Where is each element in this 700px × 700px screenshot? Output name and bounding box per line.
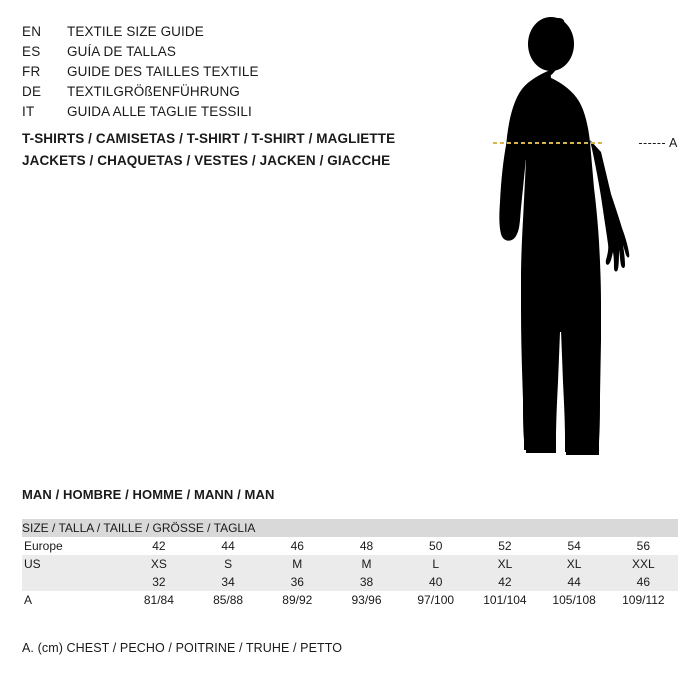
table-cell: 85/88 [194,591,263,609]
table-row [22,555,678,573]
table-cell: 109/112 [609,591,678,609]
table-row [22,537,678,555]
category-line-tshirts: T-SHIRTS / CAMISETAS / T-SHIRT / T-SHIRT / MAGLIETTE [22,131,396,146]
row-label [22,573,124,591]
language-text: TEXTILE SIZE GUIDE [67,24,204,39]
table-cell: XS [124,555,193,573]
table-cell: 48 [332,537,401,555]
callout-label-a: A [669,136,678,150]
table-cell: 46 [609,573,678,591]
language-text: GUÍA DE TALLAS [67,44,176,59]
row-label: US [22,555,124,573]
table-cell: 44 [194,537,263,555]
size-table [22,519,678,609]
table-cell: 93/96 [332,591,401,609]
table-cell: 34 [194,573,263,591]
footnote-chest-measure: A. (cm) CHEST / PECHO / POITRINE / TRUHE / PETTO [22,641,343,655]
table-cell: XL [470,555,539,573]
silhouette-icon [455,10,695,480]
language-code: IT [22,104,35,119]
language-row [22,62,452,82]
table-cell: 40 [401,573,470,591]
language-list [22,22,452,122]
table-cell: 50 [401,537,470,555]
table-cell: 44 [540,573,609,591]
language-row [22,22,452,42]
language-text: GUIDA ALLE TAGLIE TESSILI [67,104,252,119]
table-cell: 42 [470,573,539,591]
table-cell: 81/84 [124,591,193,609]
table-cell: M [263,555,332,573]
language-code: DE [22,84,42,99]
category-list [22,128,452,172]
category-line-jackets: JACKETS / CHAQUETAS / VESTES / JACKEN / GIACCHE [22,153,391,168]
table-cell: 46 [263,537,332,555]
table-cell: 52 [470,537,539,555]
table-cell: 36 [263,573,332,591]
table-row [22,573,678,591]
table-cell: L [401,555,470,573]
table-cell: M [332,555,401,573]
language-row [22,102,452,122]
table-cell: 56 [609,537,678,555]
table-cell: 97/100 [401,591,470,609]
table-cell: S [194,555,263,573]
table-cell: 54 [540,537,609,555]
table-cell: XL [540,555,609,573]
table-header-label: SIZE / TALLA / TAILLE / GRÖSSE / TAGLIA [22,519,678,537]
row-label: A [22,591,124,609]
language-text: GUIDE DES TAILLES TEXTILE [67,64,259,79]
table-cell: 42 [124,537,193,555]
language-row [22,42,452,62]
table-row [22,591,678,609]
callout-dash-line [639,143,665,144]
language-row [22,82,452,102]
table-cell: 89/92 [263,591,332,609]
language-code: EN [22,24,42,39]
table-cell: 105/108 [540,591,609,609]
table-cell: 38 [332,573,401,591]
section-title-man: MAN / HOMBRE / HOMME / MANN / MAN [22,487,275,502]
man-silhouette-figure [455,10,695,480]
table-cell: XXL [609,555,678,573]
table-row-header [22,519,678,537]
language-text: TEXTILGRÖßENFÜHRUNG [67,84,240,99]
language-code: ES [22,44,41,59]
table-cell: 101/104 [470,591,539,609]
language-code: FR [22,64,41,79]
row-label: Europe [22,537,124,555]
table-cell: 32 [124,573,193,591]
